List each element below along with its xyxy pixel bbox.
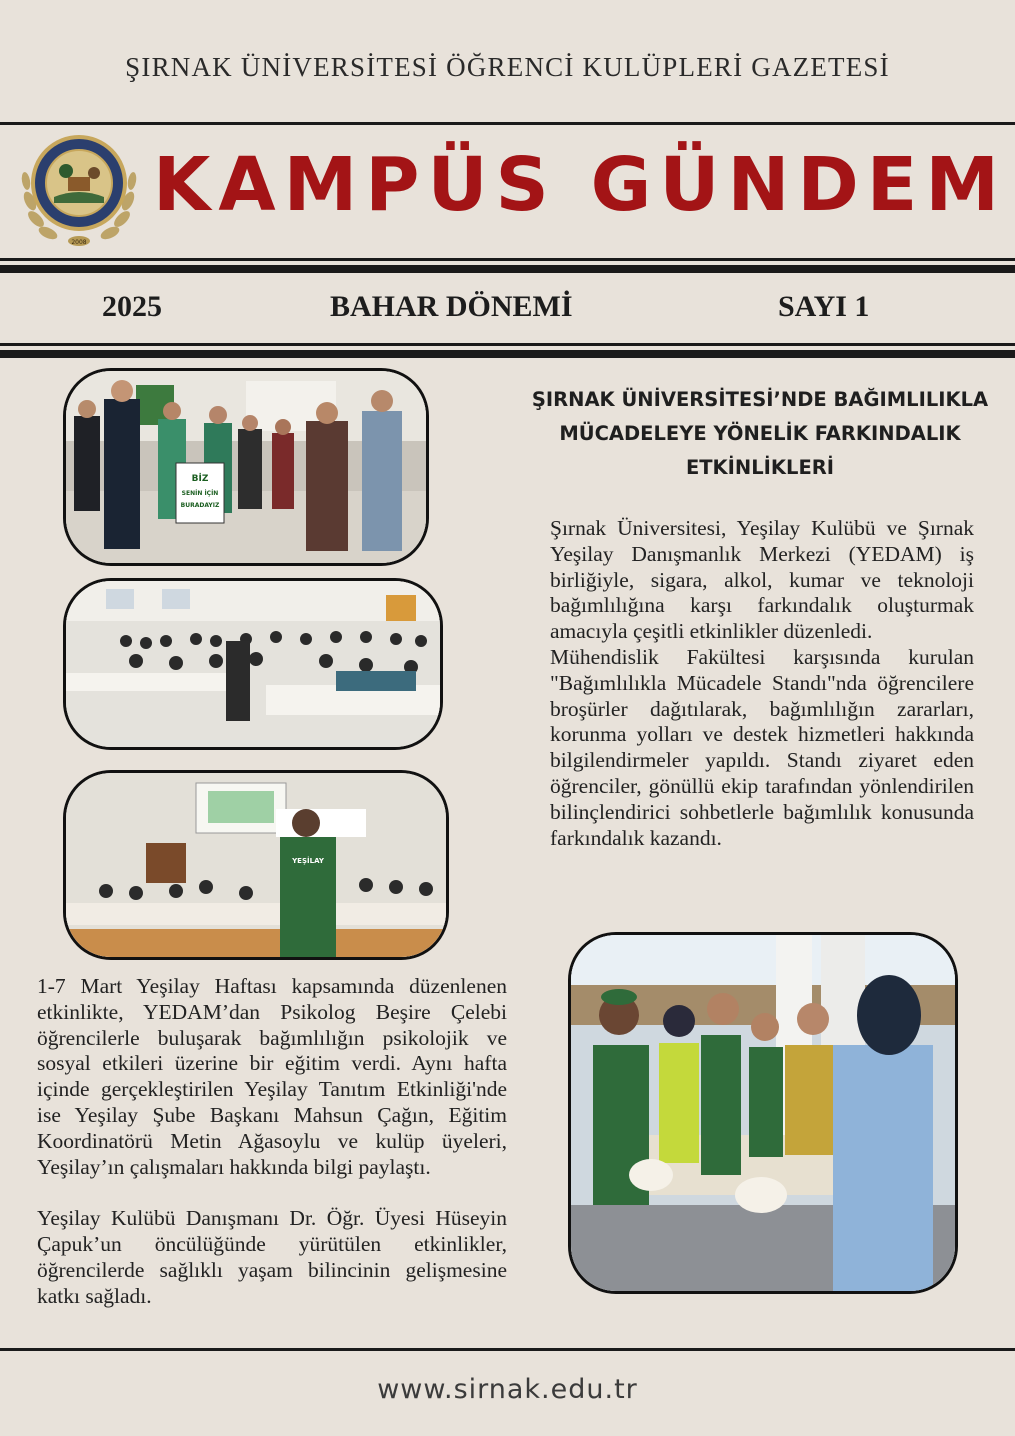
meta-rule-1 [0,343,1015,346]
masthead-title: KAMPÜS GÜNDEM [152,142,1007,228]
svg-text:BURADAYIZ: BURADAYIZ [180,502,220,509]
article-paragraph-left-1: 1-7 Mart Yeşilay Haftası kapsamında düzenlenen etkinlikte, YEDAM’dan Psikolog Beşire Çelebi öğrencilerle buluşarak bağımlılığın psikolojik ve sosyal etkileri üzerine bir eğitim verdi. Aynı hafta içinde gerçekleştirilen Yeşilay Tanıtım Etkinliği'nde ise Yeşilay Şube Başkanı Mahsun Çağın, Eğitim Koordinatörü Metin Ağasoylu ve kulüp üyeleri, Yeşilay’ın çalışmaları hakkında bilgi paylaştı. [37,974,507,1179]
issue-number: SAYI 1 [778,290,870,323]
article-body-right [550,516,974,851]
header-rule-double-1 [0,258,1015,261]
issue-term: BAHAR DÖNEMİ [330,290,573,323]
newspaper-supertitle: ŞIRNAK ÜNİVERSİTESİ ÖĞRENCİ KULÜPLERİ GAZETESİ [125,52,890,82]
header-rule-double-2 [0,265,1015,273]
university-seal [18,131,140,247]
article-body-left [37,974,507,1310]
photo-lecture [63,770,449,960]
meta-rule-2 [0,350,1015,358]
svg-text:BİZ: BİZ [191,474,209,484]
svg-text:SENİN İÇİN: SENİN İÇİN [181,490,219,497]
vest-label: YEŞİLAY [292,857,324,865]
article-paragraph-right-2: Mühendislik Fakültesi karşısında kurulan "Bağımlılıkla Mücadele Standı"nda öğrencilere broşürler dağıtılarak, bağımlılığın zararları, korunma yolları ve destek hizmetleri hakkında bilgilendirmeler yapıldı. Standı ziyaret eden öğrenciler, gönüllü ekip tarafından yönlendirilen bilinçlendirici sohbetlerle bağımlılık konusunda farkındalık kazandı. [550,644,974,850]
photo-stand-group [63,368,429,566]
article-headline: ŞIRNAK ÜNİVERSİTESİ’NDE BAĞIMLILIKLA MÜCADELEYE YÖNELİK FARKINDALIK ETKİNLİKLERİ [531,388,989,479]
footer-website-link[interactable]: www.sirnak.edu.tr [377,1374,638,1405]
header-rule-top [0,122,1015,125]
footer-rule [0,1348,1015,1351]
seal-year: 2008 [71,239,87,246]
photo-classroom [63,578,443,750]
photo-outdoor-stand [568,932,958,1294]
article-paragraph-right-1: Şırnak Üniversitesi, Yeşilay Kulübü ve Şırnak Yeşilay Danışmanlık Merkezi (YEDAM) iş birliğiyle, sigara, alkol, kumar ve teknoloji bağımlılığına karşı farkındalık oluşturmak amacıyla çeşitli etkinlikler düzenledi. [550,516,974,644]
issue-year: 2025 [102,290,162,323]
article-paragraph-left-2: Yeşilay Kulübü Danışmanı Dr. Öğr. Üyesi Hüseyin Çapuk’un öncülüğünde yürütülen etkinlikler, öğrencilerde sağlıklı yaşam bilincinin gelişmesine katkı sağladı. [37,1206,507,1308]
